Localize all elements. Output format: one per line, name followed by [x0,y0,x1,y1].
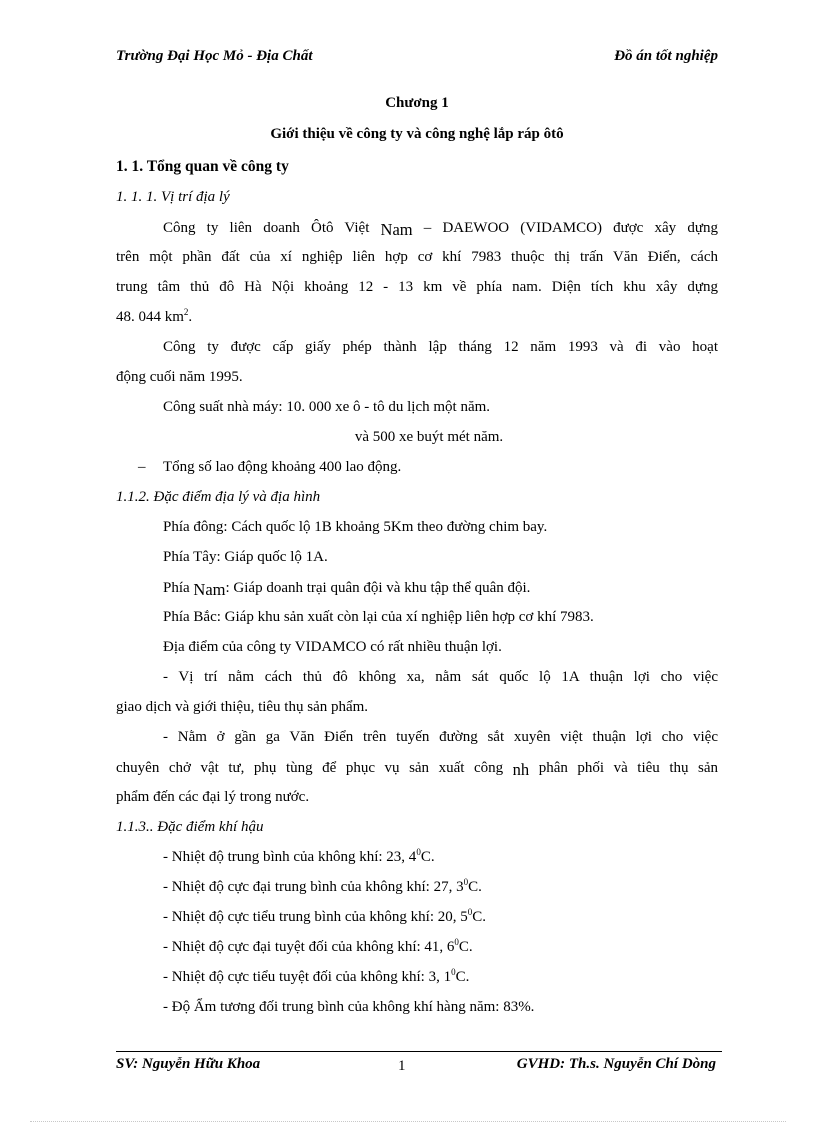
geo-west: Phía Tây: Giáp quốc lộ 1A. [163,549,328,565]
header-doc-type: Đồ án tốt nghiệp [614,48,718,64]
paragraph-line: giao dịch và giới thiệu, tiêu thụ sản phẩm. [116,699,369,715]
paragraph-line: trên một phần đất của xí nghiệp liên hợp cơ khí 7983 thuộc thị trấn Văn Điển, cách [116,249,718,265]
climate-item: - Nhiệt độ cực đại trung bình của không khí: 27, $3^0C$. [163,877,482,895]
labor-line: – Tổng số lao động khoảng 400 lao động. [138,459,402,475]
paragraph-line: Công ty liên doanh Ôtô Việt Nam – DAEWOO (VIDAMCO) được xây dựng [163,220,718,239]
paragraph-line: động cuối năm 1995. [116,369,243,385]
chapter-title: Giới thiệu về công ty và công nghệ lắp ráp ôtô [270,126,564,142]
climate-item: - Nhiệt độ cực tiểu trung bình của không khí: 20, $5^0C$. [163,907,487,925]
paragraph-line: 48. 044 $km^2$. [116,307,193,325]
geo-east: Phía đông: Cách quốc lộ 1B khoảng 5Km theo đường chim bay. [163,519,548,535]
geo-south: Phía Nam: Giáp doanh trại quân đội và khu tập thể quân đội. [163,580,531,599]
geo-north: Phía Bắc: Giáp khu sản xuất còn lại của xí nghiệp liên hợp cơ khí 7983. [163,609,594,625]
paragraph-line: chuyên chở vật tư, phụ tùng để phục vụ sản xuất công nh phân phối và tiêu thụ sản [116,760,719,779]
subsection-heading-climate: 1.1.3.. Đặc điểm khí hậu [116,819,264,835]
page-number: 1 [398,1058,406,1074]
climate-item: - Nhiệt độ trung bình của không khí: 23, $4^0C$. [163,847,435,865]
body-text [116,152,718,1022]
section-heading: 1. 1. Tổng quan về công ty [116,158,289,175]
paragraph-line: phẩm đến các đại lý trong nước. [116,789,310,805]
paragraph-line: Công ty được cấp giấy phép thành lập tháng 12 năm 1993 và đi vào hoạt [163,339,718,355]
paragraph-line: - Vị trí nằm cách thủ đô không xa, nằm sát quốc lộ 1A thuận lợi cho việc [163,669,718,685]
subsection-heading-geography: 1.1.2. Đặc điểm địa lý và địa hình [116,489,321,505]
capacity-line: Công suất nhà máy: 10. 000 xe ô - tô du lịch một năm. [163,399,491,415]
footer-student: SV: Nguyễn Hữu Khoa [116,1056,261,1072]
climate-humidity: - Độ Ẩm tương đối trung bình của không khí hàng năm: 83%. [163,999,535,1015]
page-bottom-dotted-border [30,1121,786,1122]
subsection-heading-location: 1. 1. 1. Vị trí địa lý [116,189,230,205]
climate-item: - Nhiệt độ cực đại tuyệt đối của không khí: 41, $6^0C$. [163,937,473,955]
header-university: Trường Đại Học Mỏ - Địa Chất [116,48,313,64]
capacity-line: và 500 xe buýt mét năm. [354,429,504,445]
chapter-number: Chương 1 [385,95,449,111]
footer-advisor: GVHD: Th.s. Nguyễn Chí Dòng [516,1056,716,1072]
geo-advantage: Địa điểm của công ty VIDAMCO có rất nhiều thuận lợi. [163,639,502,655]
climate-item: - Nhiệt độ cực tiểu tuyệt đối của không khí: 3, $1^0C$. [163,967,470,985]
footer-rule [116,1051,722,1052]
paragraph-line: trung tâm thủ đô Hà Nội khoảng 12 - 13 km về phía nam. Diện tích khu xây dựng [116,279,718,295]
paragraph-line: - Nằm ở gần ga Văn Điển trên tuyến đường sắt xuyên việt thuận lợi cho việc [163,729,718,745]
